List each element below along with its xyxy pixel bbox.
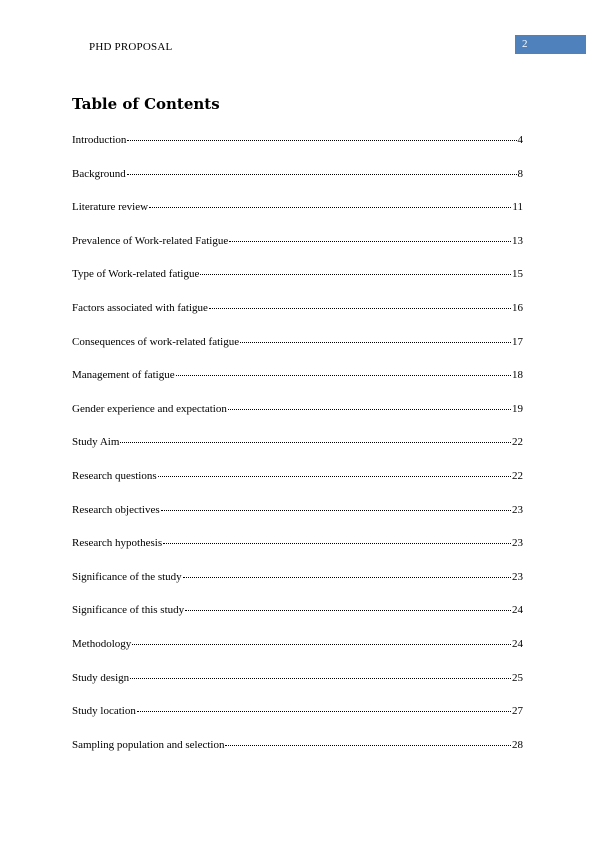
toc-entry-page: 23 xyxy=(512,570,523,583)
toc-dot-leader xyxy=(229,241,511,242)
toc-dot-leader xyxy=(161,510,511,511)
toc-dot-leader xyxy=(149,207,511,208)
toc-entry-page: 13 xyxy=(512,234,523,247)
toc-entry-title: Study Aim xyxy=(72,436,120,449)
toc-dot-leader xyxy=(228,409,511,410)
toc-list xyxy=(72,134,523,772)
toc-entry-page: 22 xyxy=(512,436,523,449)
toc-entry-page: 27 xyxy=(512,705,523,718)
toc-dot-leader xyxy=(209,308,511,309)
toc-dot-leader xyxy=(183,577,511,578)
toc-entry-title: Introduction xyxy=(72,134,127,146)
toc-entry-title: Literature review xyxy=(72,201,149,214)
toc-entry-title: Study location xyxy=(72,705,136,718)
toc-entry-page: 28 xyxy=(512,738,523,751)
toc-entry[interactable] xyxy=(72,302,523,336)
toc-entry-title: Research objectives xyxy=(72,503,160,516)
toc-entry-title: Type of Work-related fatigue xyxy=(72,268,200,281)
header-title: PHD PROPOSAL xyxy=(89,41,173,53)
toc-entry-title: Research questions xyxy=(72,469,157,482)
toc-dot-leader xyxy=(225,745,511,746)
toc-entry[interactable] xyxy=(72,638,523,672)
toc-dot-leader xyxy=(127,174,517,175)
toc-dot-leader xyxy=(127,140,516,141)
toc-dot-leader xyxy=(163,543,511,544)
toc-entry[interactable] xyxy=(72,672,523,706)
toc-entry-title: Significance of the study xyxy=(72,570,182,583)
toc-entry[interactable] xyxy=(72,436,523,470)
toc-entry-page: 22 xyxy=(512,469,523,482)
toc-dot-leader xyxy=(240,342,511,343)
toc-entry-page: 15 xyxy=(512,268,523,281)
toc-dot-leader xyxy=(130,678,511,679)
toc-dot-leader xyxy=(185,610,511,611)
toc-entry-title: Consequences of work-related fatigue xyxy=(72,335,240,348)
toc-entry-title: Study design xyxy=(72,671,130,684)
toc-dot-leader xyxy=(137,711,511,712)
toc-entry-page: 24 xyxy=(512,604,523,617)
toc-entry-page: 17 xyxy=(512,335,523,348)
toc-entry[interactable] xyxy=(72,604,523,638)
toc-entry-page: 24 xyxy=(512,637,523,650)
toc-dot-leader xyxy=(200,274,511,275)
toc-entry[interactable] xyxy=(72,403,523,437)
toc-entry-title: Prevalence of Work-related Fatigue xyxy=(72,234,229,247)
toc-dot-leader xyxy=(120,442,511,443)
toc-entry-page: 19 xyxy=(512,402,523,415)
toc-entry[interactable] xyxy=(72,470,523,504)
toc-entry-title: Significance of this study xyxy=(72,604,185,617)
toc-entry[interactable] xyxy=(72,705,523,739)
toc-entry-page: 16 xyxy=(512,301,523,314)
toc-entry-page: 8 xyxy=(517,167,523,180)
toc-entry[interactable] xyxy=(72,268,523,302)
page-number-badge: 2 xyxy=(515,35,586,54)
toc-heading: Table of Contents xyxy=(72,95,220,113)
toc-entry-page: 25 xyxy=(512,671,523,684)
toc-entry-page: 23 xyxy=(512,537,523,550)
toc-entry-page: 18 xyxy=(512,369,523,382)
toc-entry-title: Background xyxy=(72,167,126,180)
toc-entry-title: Factors associated with fatigue xyxy=(72,301,208,314)
toc-entry[interactable] xyxy=(72,571,523,605)
toc-entry-page: 23 xyxy=(512,503,523,516)
toc-entry-title: Sampling population and selection xyxy=(72,738,225,751)
toc-entry[interactable] xyxy=(72,336,523,370)
toc-entry[interactable] xyxy=(72,168,523,202)
toc-entry[interactable] xyxy=(72,134,523,168)
toc-entry[interactable] xyxy=(72,739,523,773)
toc-entry[interactable] xyxy=(72,504,523,538)
toc-dot-leader xyxy=(176,375,511,376)
toc-entry[interactable] xyxy=(72,369,523,403)
toc-entry-title: Methodology xyxy=(72,637,132,650)
toc-entry-title: Gender experience and expectation xyxy=(72,402,227,415)
toc-entry-page: 4 xyxy=(517,134,523,146)
toc-entry-page: 11 xyxy=(512,201,523,214)
toc-entry[interactable] xyxy=(72,235,523,269)
toc-entry-title: Research hypothesis xyxy=(72,537,163,550)
toc-dot-leader xyxy=(132,644,511,645)
toc-dot-leader xyxy=(158,476,511,477)
toc-entry[interactable] xyxy=(72,537,523,571)
toc-entry[interactable] xyxy=(72,201,523,235)
toc-entry-title: Management of fatigue xyxy=(72,369,175,382)
